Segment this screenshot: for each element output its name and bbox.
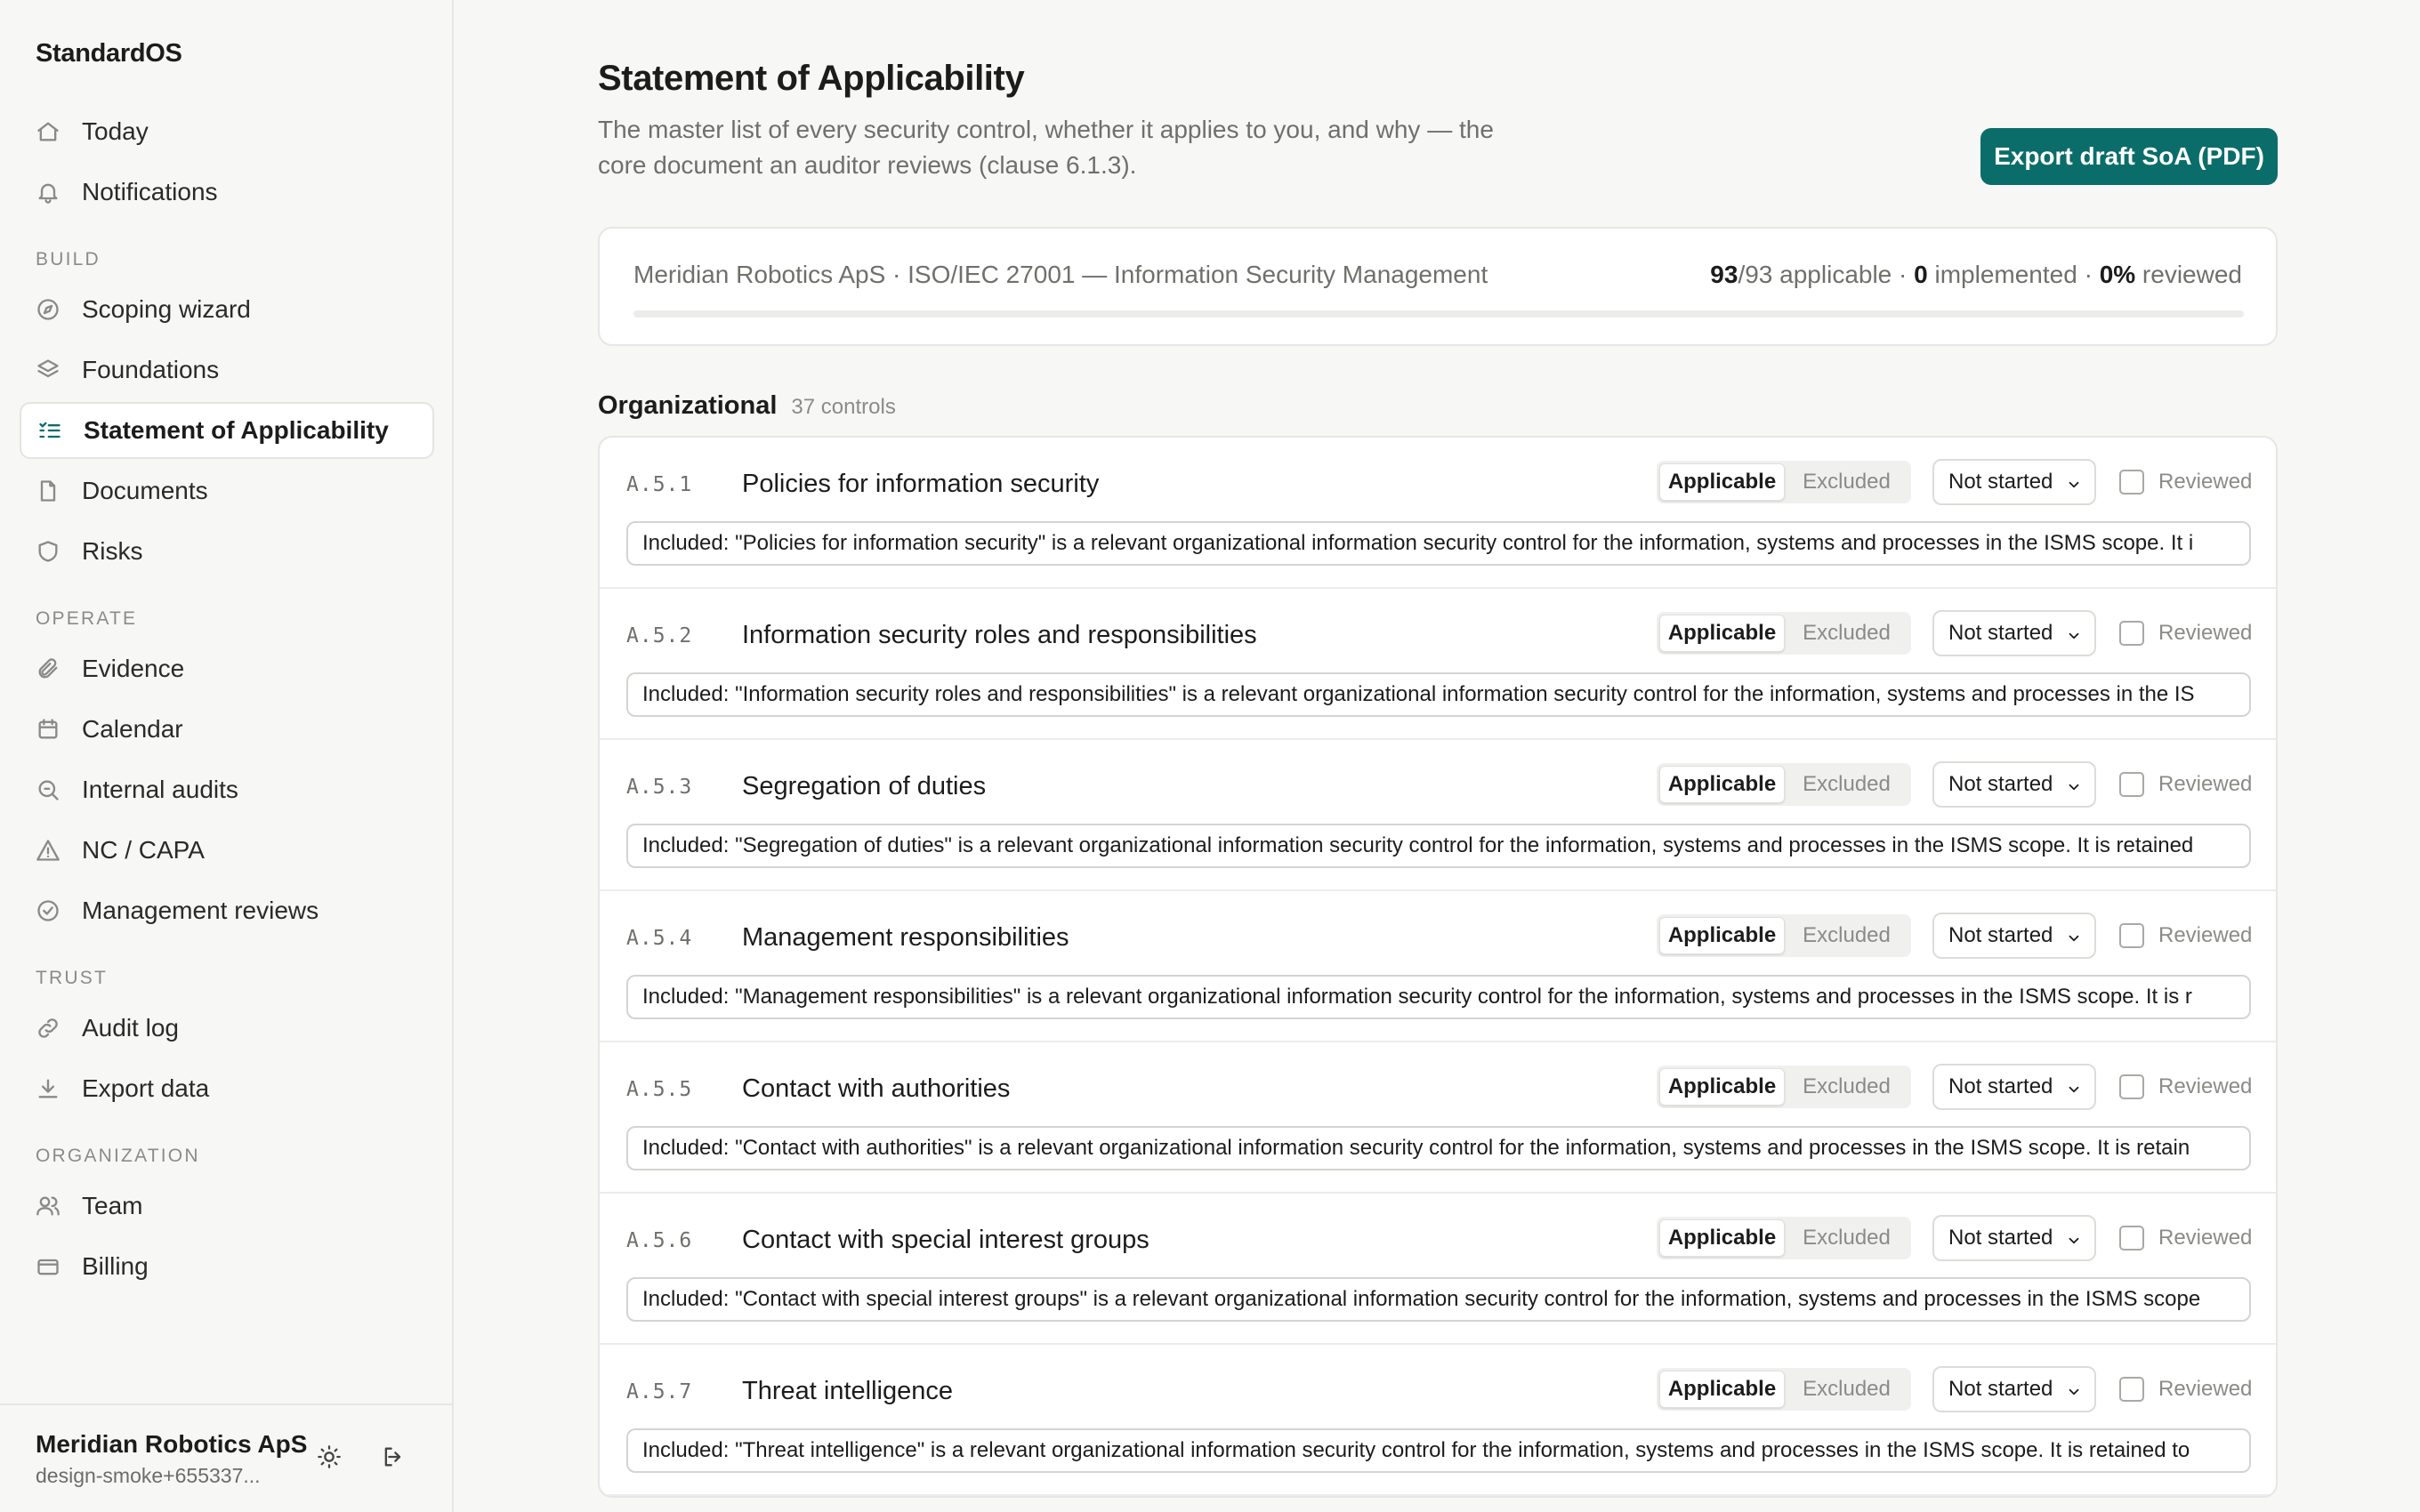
control-name: Management responsibilities [742,923,1069,952]
check-circle-icon [36,898,60,923]
org-name: Meridian Robotics ApS [36,1430,308,1458]
implemented-label: implemented · [1927,261,2100,288]
status-value: Not started [1948,470,2053,494]
chevron-down-icon [2066,776,2082,792]
status-select[interactable] [1932,1366,2096,1412]
nav-section-trust: TRUST [36,968,108,988]
main-content [456,0,2420,1512]
page-title: Statement of Applicability [598,59,1025,98]
search-icon [36,777,60,802]
applicable-total: /93 applicable · [1738,261,1915,288]
applicable-option[interactable]: Applicable [1659,1371,1785,1408]
control-row [600,1194,2276,1345]
chevron-down-icon [2066,1079,2082,1095]
sidebar-item-team[interactable] [20,1178,434,1235]
sidebar-item-management-reviews[interactable] [20,882,434,939]
excluded-option[interactable]: Excluded [1803,621,1891,645]
justification-input[interactable]: Included: "Contact with special interest groups" is a relevant organizational information security control for the information, systems and processes in the ISMS scope [626,1277,2251,1322]
justification-input[interactable]: Included: "Threat intelligence" is a relevant organizational information security control for the information, systems and processes in the ISMS scope. It is retained to [626,1428,2251,1473]
control-id: A.5.1 [626,473,693,496]
applicable-option[interactable]: Applicable [1659,1219,1785,1257]
shield-icon [36,539,60,564]
applicability-toggle [1657,1368,1911,1411]
page-subtitle: The master list of every security control, whether it applies to you, and why — the core document an auditor reviews (clause 6.1.3). [598,116,1494,179]
sidebar-item-audit-log[interactable] [20,1000,434,1057]
link-icon [36,1016,60,1041]
sidebar-item-documents[interactable] [20,462,434,519]
control-id: A.5.6 [626,1229,693,1252]
sidebar-item-billing[interactable] [20,1238,434,1295]
status-select[interactable] [1932,1064,2096,1110]
chevron-down-icon [2066,928,2082,944]
brand-logo[interactable]: StandardOS [36,39,182,68]
progress-bar [633,310,2244,318]
status-value: Not started [1948,1074,2053,1098]
logout-icon [381,1444,406,1469]
reviewed-label: Reviewed [2158,621,2253,645]
justification-input[interactable]: Included: "Contact with authorities" is a relevant organizational information security control for the information, systems and processes in the ISMS scope. It is retain [626,1126,2251,1170]
reviewed-percent: 0% [2099,261,2136,288]
reviewed-checkbox[interactable] [2119,1377,2252,1402]
card-icon [36,1254,60,1279]
sidebar-item-label: Team [82,1192,143,1219]
applicable-option[interactable]: Applicable [1659,463,1785,501]
bell-icon [36,180,60,205]
chevron-down-icon [2066,1381,2082,1397]
implemented-count: 0 [1914,261,1928,288]
excluded-option[interactable]: Excluded [1803,772,1891,796]
justification-input[interactable]: Included: "Information security roles and responsibilities" is a relevant organizational information security control for the information, systems and processes in the IS [626,672,2251,717]
home-icon [36,119,60,144]
sidebar-item-label: Evidence [82,655,185,682]
group-header [598,391,896,421]
checkbox-box[interactable] [2119,1074,2144,1099]
theme-toggle-button[interactable] [313,1441,345,1473]
nav-section-operate: OPERATE [36,608,138,629]
sidebar-item-label: Statement of Applicability [84,416,389,444]
logout-button[interactable] [377,1441,409,1473]
sidebar-item-label: Risks [82,537,143,565]
justification-input[interactable]: Included: "Management responsibilities" is a relevant organizational information security control for the information, systems and processes in the ISMS scope. It is r [626,975,2251,1019]
download-icon [36,1076,60,1101]
excluded-option[interactable]: Excluded [1803,1377,1891,1401]
sidebar-item-label: Audit log [82,1014,179,1042]
reviewed-checkbox[interactable] [2119,772,2252,797]
reviewed-checkbox[interactable] [2119,923,2252,948]
sidebar-item-statement-of-applicability[interactable] [20,402,434,459]
chevron-down-icon [2066,474,2082,490]
status-select[interactable] [1932,913,2096,959]
applicability-toggle [1657,461,1911,503]
sidebar-item-calendar[interactable] [20,701,434,758]
control-name: Information security roles and responsibilities [742,621,1257,649]
checkbox-box[interactable] [2119,772,2144,797]
control-name: Policies for information security [742,470,1100,498]
layers-icon [36,358,60,382]
applicability-toggle [1657,763,1911,806]
applicable-option[interactable]: Applicable [1659,917,1785,954]
sidebar-item-risks[interactable] [20,523,434,580]
reviewed-label: Reviewed [2158,1074,2253,1098]
warning-icon [36,838,60,863]
applicable-option[interactable]: Applicable [1659,1068,1785,1106]
excluded-option[interactable]: Excluded [1803,470,1891,494]
reviewed-label: Reviewed [2158,1226,2253,1250]
sidebar-item-label: Billing [82,1252,149,1280]
control-id: A.5.5 [626,1078,693,1101]
sidebar-nav [20,103,434,1299]
applicability-toggle [1657,612,1911,655]
sidebar-item-today[interactable] [20,103,434,160]
applicable-count: 93 [1710,261,1738,288]
reviewed-label: Reviewed [2158,772,2253,796]
sidebar-item-scoping-wizard[interactable] [20,281,434,338]
nav-section-build: BUILD [36,249,101,269]
checkbox-box[interactable] [2119,1377,2144,1402]
control-name: Threat intelligence [742,1377,953,1405]
controls-list [598,436,2278,1498]
control-id: A.5.4 [626,927,693,950]
sidebar-item-notifications[interactable] [20,164,434,221]
excluded-option[interactable]: Excluded [1803,1074,1891,1098]
control-name: Segregation of duties [742,772,987,800]
user-email: design-smoke+655337... [36,1464,261,1487]
applicable-option[interactable]: Applicable [1659,615,1785,652]
checkbox-box[interactable] [2119,923,2144,948]
status-select[interactable] [1932,1215,2096,1261]
sidebar-item-label: Scoping wizard [82,295,251,323]
sidebar-item-label: Notifications [82,178,218,205]
sidebar-item-label: NC / CAPA [82,836,205,864]
reviewed-checkbox[interactable] [2119,621,2252,646]
summary-card [598,227,2278,346]
status-select[interactable] [1932,459,2096,505]
control-row [600,740,2276,891]
excluded-option[interactable]: Excluded [1803,1226,1891,1250]
justification-input[interactable]: Included: "Policies for information security" is a relevant organizational information security control for the information, systems and processes in the ISMS scope. It i [626,521,2251,566]
sidebar-footer [0,1403,452,1512]
control-id: A.5.2 [626,624,693,647]
sidebar-item-evidence[interactable] [20,640,434,697]
summary-title: Meridian Robotics ApS · ISO/IEC 27001 — Information Security Management [633,261,1488,288]
sidebar-item-label: Export data [82,1074,210,1102]
sidebar-item-label: Today [82,117,149,145]
sidebar-item-label: Internal audits [82,776,238,803]
chevron-down-icon [2066,625,2082,641]
reviewed-label: Reviewed [2158,923,2253,947]
reviewed-checkbox[interactable] [2119,1074,2252,1099]
list-check-icon [37,418,62,443]
calendar-icon [36,717,60,742]
justification-input[interactable]: Included: "Segregation of duties" is a relevant organizational information security control for the information, systems and processes in the ISMS scope. It is retained [626,824,2251,868]
control-row [600,1042,2276,1194]
export-soa-button[interactable]: Export draft SoA (PDF) [1980,128,2278,185]
group-count: 37 controls [791,395,896,419]
sidebar-item-label: Foundations [82,356,220,383]
control-name: Contact with authorities [742,1074,1011,1103]
reviewed-label: Reviewed [2158,1377,2253,1401]
sidebar-item-label: Documents [82,477,208,504]
control-row [600,891,2276,1042]
reviewed-label: reviewed [2135,261,2242,288]
reviewed-checkbox[interactable] [2119,470,2252,495]
status-value: Not started [1948,923,2053,947]
sun-icon [317,1444,342,1469]
file-icon [36,479,60,503]
group-title: Organizational [598,391,778,420]
status-value: Not started [1948,1377,2053,1401]
nav-section-organization: ORGANIZATION [36,1146,200,1166]
sidebar-item-label: Calendar [82,715,183,743]
control-id: A.5.7 [626,1380,693,1403]
control-row [600,1345,2276,1496]
reviewed-checkbox[interactable] [2119,1226,2252,1251]
users-icon [36,1194,60,1218]
compass-icon [36,297,60,322]
applicability-toggle [1657,1217,1911,1259]
control-row [600,589,2276,740]
checkbox-box[interactable] [2119,470,2144,495]
checkbox-box[interactable] [2119,1226,2144,1251]
sidebar-item-foundations[interactable] [20,342,434,398]
applicability-toggle [1657,1066,1911,1108]
sidebar-item-internal-audits[interactable] [20,761,434,818]
reviewed-label: Reviewed [2158,470,2253,494]
status-value: Not started [1948,621,2053,645]
control-row [600,438,2276,589]
status-select[interactable] [1932,610,2096,656]
paperclip-icon [36,656,60,681]
control-id: A.5.3 [626,776,693,799]
status-select[interactable] [1932,761,2096,808]
sidebar-item-nc-capa[interactable] [20,822,434,879]
applicable-option[interactable]: Applicable [1659,766,1785,803]
status-value: Not started [1948,772,2053,796]
status-value: Not started [1948,1226,2053,1250]
chevron-down-icon [2066,1230,2082,1246]
checkbox-box[interactable] [2119,621,2144,646]
excluded-option[interactable]: Excluded [1803,923,1891,947]
sidebar-item-export-data[interactable] [20,1060,434,1117]
control-name: Contact with special interest groups [742,1226,1150,1254]
applicability-toggle [1657,914,1911,957]
sidebar [0,0,454,1512]
sidebar-item-label: Management reviews [82,897,319,924]
summary-stats [1710,261,2242,289]
